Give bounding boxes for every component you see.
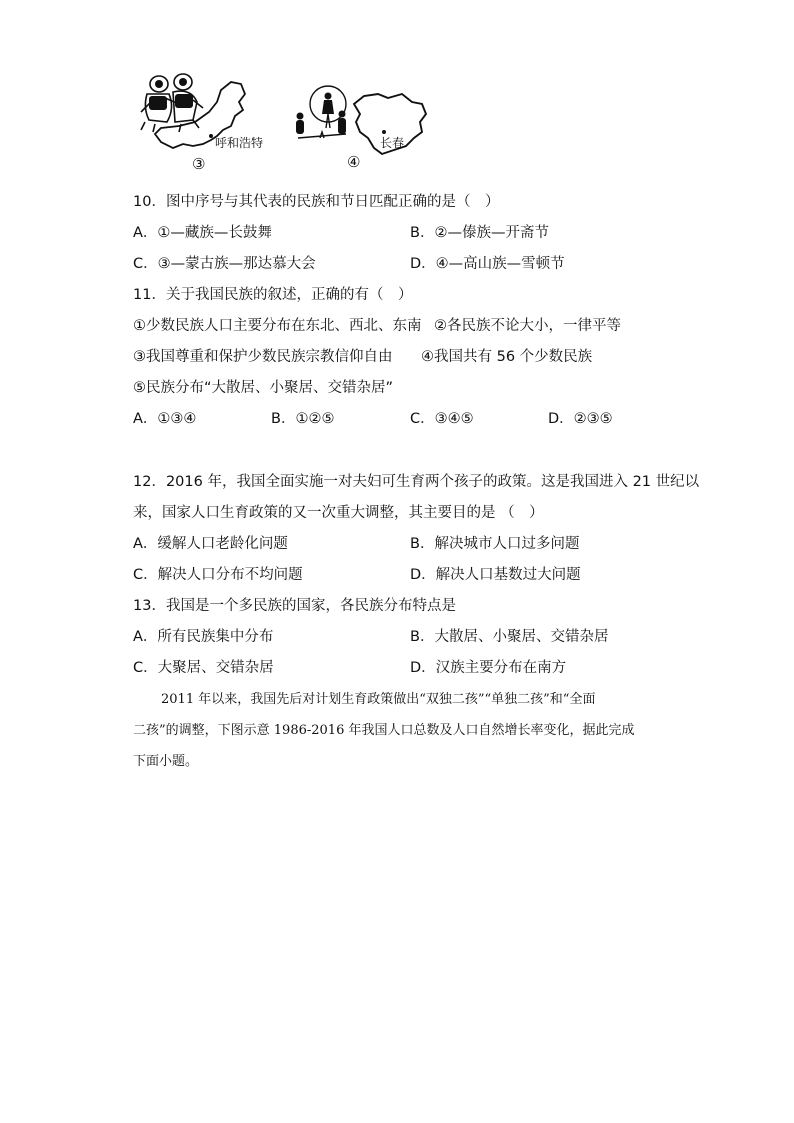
q11-statement-3: ③我国尊重和保护少数民族宗教信仰自由: [133, 349, 393, 365]
q10-option-d: D．④—高山族—雪顿节: [410, 256, 565, 272]
figure-map-4: [290, 82, 430, 174]
q10-stem: 10．图中序号与其代表的民族和节日匹配正确的是（ ）: [133, 194, 500, 210]
q13-option-c: C．大聚居、交错杂居: [133, 660, 274, 676]
passage-line-3: 下面小题。: [133, 754, 199, 769]
hohhot-dot: [209, 134, 213, 138]
q10-option-b: B．②—傣族—开斋节: [410, 225, 549, 241]
q11-statement-4: ④我国共有 56 个少数民族: [421, 349, 593, 365]
q11-option-b: B．①②⑤: [271, 411, 335, 427]
map3-city-label: 呼和浩特: [215, 136, 264, 150]
q13-option-b: B．大散居、小聚居、交错杂居: [410, 629, 609, 645]
changchun-dot: [382, 130, 386, 134]
q12-option-d: D．解决人口基数过大问题: [410, 567, 581, 583]
map4-marker: ④: [347, 153, 361, 171]
q11-statement-1: ①少数民族人口主要分布在东北、西北、东南: [133, 318, 422, 334]
q11-option-a: A．①③④: [133, 411, 197, 427]
q11-stem: 11．关于我国民族的叙述，正确的有（ ）: [133, 287, 413, 303]
q10-option-c: C．③—蒙古族—那达慕大会: [133, 256, 316, 272]
q13-option-d: D．汉族主要分布在南方: [410, 660, 567, 676]
q12-stem-line-2: 来，国家人口生育政策的又一次重大调整，其主要目的是 （ ）: [133, 505, 544, 521]
figure-map-3: [135, 68, 295, 174]
q11-statement-5: ⑤民族分布“大散居、小聚居、交错杂居”: [133, 380, 394, 396]
q13-stem: 13．我国是一个多民族的国家，各民族分布特点是: [133, 598, 456, 614]
q11-statement-2: ②各民族不论大小，一律平等: [434, 318, 621, 334]
q11-option-d: D．②③⑤: [548, 411, 613, 427]
q12-option-a: A．缓解人口老龄化问题: [133, 536, 288, 552]
q10-option-a: A．①—藏族—长鼓舞: [133, 225, 272, 241]
q12-stem-line-1: 12．2016 年，我国全面实施一对夫妇可生育两个孩子的政策。这是我国进入 21 世纪以: [133, 474, 700, 490]
passage-line-2: 二孩”的调整，下图示意 1986-2016 年我国人口总数及人口自然增长率变化，据此完成: [133, 723, 635, 738]
passage-line-1: 2011 年以来，我国先后对计划生育政策做出“双独二孩”“单独二孩”和“全面: [161, 692, 596, 707]
q12-option-b: B．解决城市人口过多问题: [410, 536, 580, 552]
mongol-illustration: [135, 68, 295, 174]
map3-marker: ③: [192, 155, 206, 173]
q13-option-a: A．所有民族集中分布: [133, 629, 274, 645]
q11-option-c: C．③④⑤: [410, 411, 474, 427]
q12-option-c: C．解决人口分布不均问题: [133, 567, 303, 583]
map4-city-label: 长春: [380, 136, 405, 150]
